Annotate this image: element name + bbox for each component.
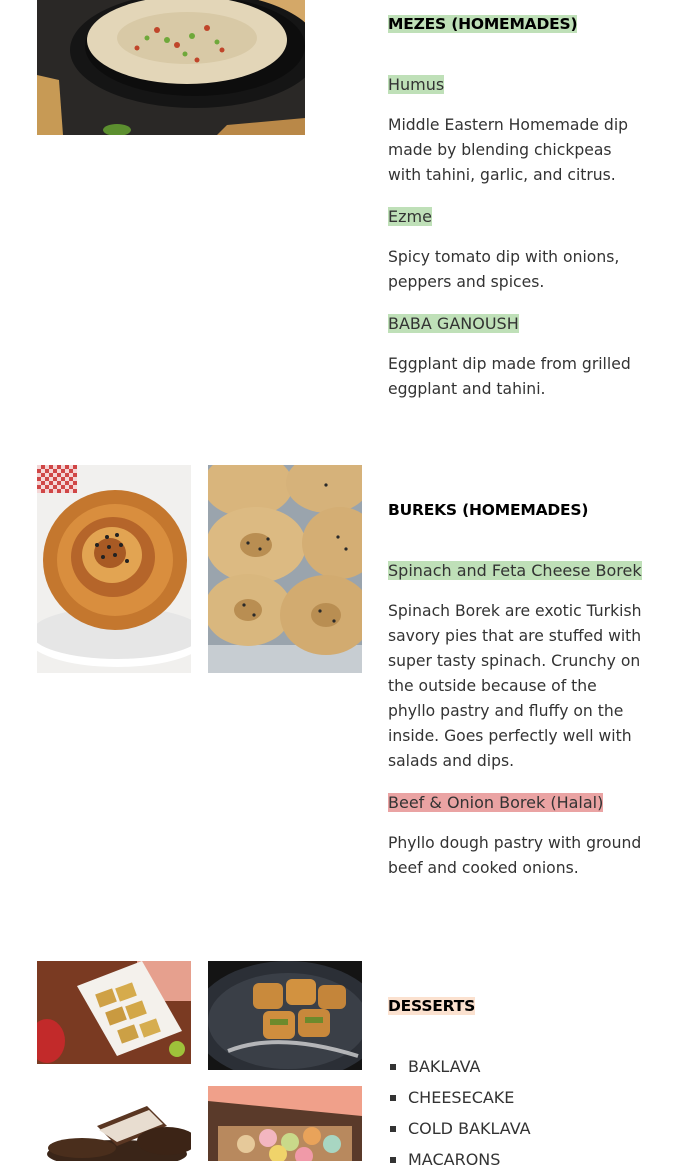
baklava-platter-photo: [37, 961, 191, 1064]
menu-item-beef-borek-name: Beef & Onion Borek (Halal): [388, 793, 604, 812]
list-item: COLD BAKLAVA: [388, 1113, 531, 1144]
menu-item-baba-ganoush-name: BABA GANOUSH: [388, 314, 519, 333]
desserts-heading: [388, 997, 475, 1015]
menu-item-spinach-borek: [388, 561, 642, 580]
mezes-heading: [388, 15, 577, 33]
menu-item-baba-ganoush-description: Eggplant dip made from grilled eggplant and tahini.: [388, 355, 631, 398]
menu-item-beef-borek-description: Phyllo dough pastry with ground beef and cooked onions.: [388, 834, 642, 877]
menu-item-ezme: [388, 207, 432, 226]
menu-item-humus: [388, 75, 444, 94]
borek-tray-photo: [208, 465, 362, 673]
menu-item-humus-description: Middle Eastern Homemade dip made by blending chickpeas with tahini, garlic, and citrus.: [388, 116, 629, 184]
borek-spiral-photo: [37, 465, 191, 673]
bureks-heading: [388, 501, 588, 519]
menu-item-ezme-description: Spicy tomato dip with onions, peppers and spices.: [388, 248, 620, 291]
list-item: BAKLAVA: [388, 1051, 531, 1082]
hummus-photo: [37, 0, 305, 135]
desserts-heading-text: DESSERTS: [388, 997, 476, 1015]
mezes-heading-text: MEZES (HOMEMADES): [388, 15, 578, 33]
menu-item-beef-borek: [388, 793, 603, 812]
bureks-heading-text: BUREKS (HOMEMADES): [388, 501, 589, 519]
menu-item-spinach-borek-description: Spinach Borek are exotic Turkish savory pies that are stuffed with super tasty spinach. Crunchy on the outside because of the phyllo pastry and fluffy on the inside. Goes perfectly well with salads and dips.: [388, 602, 642, 770]
menu-item-baba-ganoush: [388, 314, 519, 333]
chocolate-cookie-photo: [37, 1086, 191, 1161]
menu-item-humus-name: Humus: [388, 75, 445, 94]
menu-item-spinach-borek-name: Spinach and Feta Cheese Borek: [388, 561, 642, 580]
menu-item-ezme-name: Ezme: [388, 207, 432, 226]
desserts-list: [388, 1051, 531, 1175]
list-item: MACARONS: [388, 1144, 531, 1175]
baklava-plate-photo: [208, 961, 362, 1070]
macarons-photo: [208, 1086, 362, 1161]
list-item: CHEESECAKE: [388, 1082, 531, 1113]
